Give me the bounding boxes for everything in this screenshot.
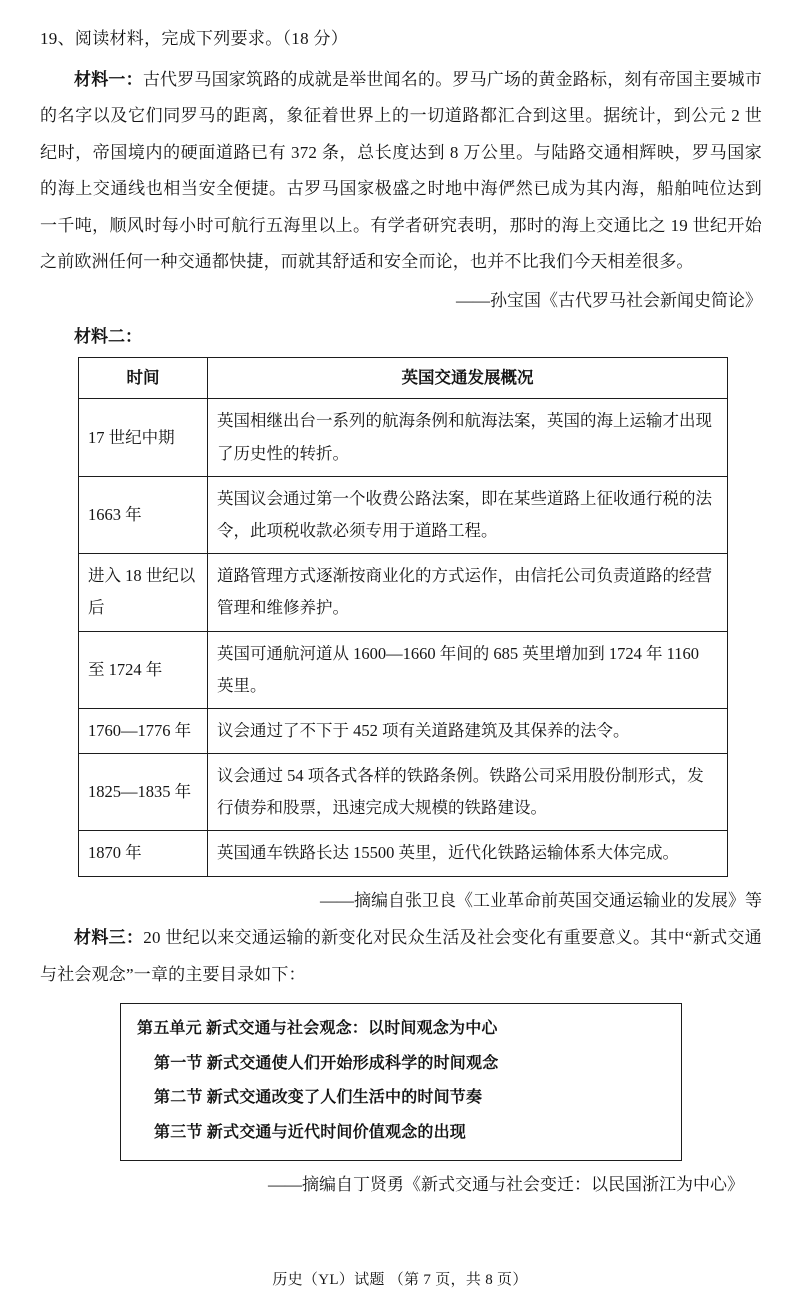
time-cell: 进入 18 世纪以后	[79, 554, 208, 631]
time-cell: 17 世纪中期	[79, 399, 208, 476]
question-heading: 19、阅读材料，完成下列要求。（18 分）	[40, 29, 349, 48]
toc-section-line: 第三节 新式交通与近代时间价值观念的出现	[154, 1123, 467, 1141]
table-row	[79, 399, 728, 476]
detail-cell: 道路管理方式逐渐按商业化的方式运作，由信托公司负责道路的经营管理和维修养护。	[208, 554, 728, 631]
table-row	[79, 754, 728, 831]
time-cell: 1870 年	[79, 831, 208, 876]
detail-cell: 英国可通航河道从 1600—1660 年间的 685 英里增加到 1724 年 1160 英里。	[208, 631, 728, 708]
material3-paragraph	[40, 920, 762, 993]
table-row	[79, 554, 728, 631]
material1-text: 古代罗马国家筑路的成就是举世闻名的。罗马广场的黄金路标，刻有帝国主要城市的名字以及它们同罗马的距离，象征着世界上的一切道路都汇合到这里。据统计，到公元 2 世纪时，帝国境内的硬面道路已有 372 条，总长度达到 8 万公里。与陆路交通相辉映，罗马国家的海上交通线也相当安全便捷。古罗马国家极盛之时地中海俨然已成为其内海，船舶吨位达到一千吨，顺风时每小时可航行五海里以上。有学者研究表明，那时的海上交通比之 19 世纪开始之前欧洲任何一种交通都快捷，而就其舒适和安全而论，也并不比我们今天相差很多。	[40, 69, 763, 272]
table-header-row	[79, 358, 728, 399]
table-row	[79, 831, 728, 876]
detail-cell: 英国通车铁路长达 15500 英里，近代化铁路运输体系大体完成。	[208, 831, 728, 876]
material2-attribution: ——摘编自张卫良《工业革命前英国交通运输业的发展》等	[320, 890, 762, 910]
overview-column-header: 英国交通发展概况	[208, 358, 728, 399]
time-column-header: 时间	[79, 358, 208, 399]
material3-toc-box	[120, 1003, 682, 1161]
material2-label: 材料二：	[74, 327, 142, 347]
time-cell: 1825—1835 年	[79, 754, 208, 831]
page-footer: 历史（YL）试题 （第 7 页，共 8 页）	[272, 1272, 528, 1288]
material1-attribution: ——孙宝国《古代罗马社会新闻史简论》	[456, 290, 762, 310]
toc-section-line: 第一节 新式交通使人们开始形成科学的时间观念	[154, 1054, 499, 1072]
time-cell: 1760—1776 年	[79, 708, 208, 753]
detail-cell: 议会通过了不下于 452 项有关道路建筑及其保养的法令。	[208, 708, 728, 753]
table-row	[79, 476, 728, 553]
detail-cell: 议会通过 54 项各式各样的铁路条例。铁路公司采用股份制形式，发行债券和股票，迅速完成大规模的铁路建设。	[208, 754, 728, 831]
material2-table	[78, 357, 728, 876]
toc-section-line: 第二节 新式交通改变了人们生活中的时间节奏	[154, 1089, 483, 1107]
detail-cell: 英国相继出台一系列的航海条例和航海法案，英国的海上运输才出现了历史性的转折。	[208, 399, 728, 476]
time-cell: 1663 年	[79, 476, 208, 553]
material1-paragraph	[40, 62, 762, 281]
table-row	[79, 708, 728, 753]
material3-attribution: ——摘编自丁贤勇《新式交通与社会变迁：以民国浙江为中心》	[268, 1174, 744, 1194]
detail-cell: 英国议会通过第一个收费公路法案，即在某些道路上征收通行税的法令，此项税收款必须专用于道路工程。	[208, 476, 728, 553]
material3-text: 20 世纪以来交通运输的新变化对民众生活及社会变化有重要意义。其中“新式交通与社会观念”一章的主要目录如下：	[40, 928, 762, 984]
material1-label: 材料一：	[74, 69, 143, 89]
material3-label: 材料三：	[74, 928, 144, 948]
toc-unit-line: 第五单元 新式交通与社会观念：以时间观念为中心	[137, 1020, 498, 1038]
table-row	[79, 631, 728, 708]
time-cell: 至 1724 年	[79, 631, 208, 708]
